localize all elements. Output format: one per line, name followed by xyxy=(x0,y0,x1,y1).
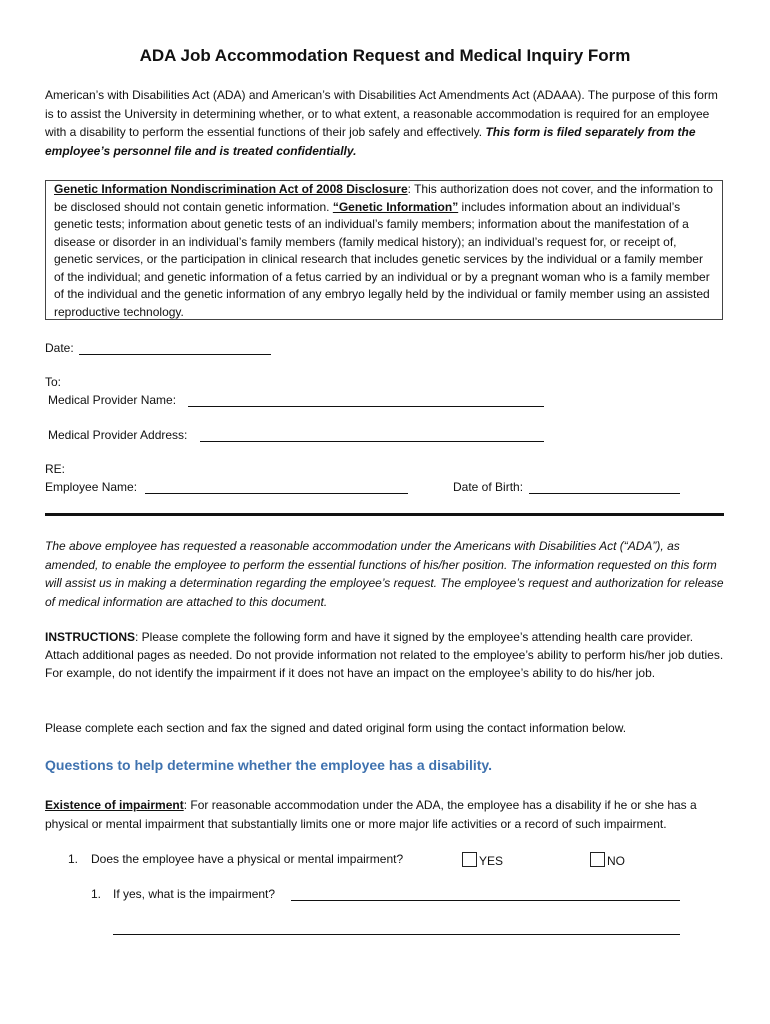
yes-option[interactable] xyxy=(462,852,503,868)
fax-note: Please complete each section and fax the signed and dated original form using the contact information below. xyxy=(45,721,627,735)
re-label: RE: xyxy=(45,462,66,476)
gina-heading: Genetic Information Nondiscrimination Act of 2008 Disclosure xyxy=(54,182,408,196)
employee-name-label: Employee Name: xyxy=(45,480,138,494)
page-title: ADA Job Accommodation Request and Medical Inquiry Form xyxy=(139,46,631,65)
employee-name-field[interactable] xyxy=(145,493,408,494)
intro-paragraph xyxy=(45,86,725,160)
instructions-paragraph xyxy=(45,628,725,682)
existence-text: : For reasonable accommodation under the ADA, the employee has a disability if he or she has a physical or mental impairment that substantially limits one or more major life activities or a record of such impairment. xyxy=(45,798,697,831)
gina-text-2: includes information about an individual’s genetic tests; information about genetic tests of an individual’s family members; information about the manifestation of a disease or disorder in an individual’s family members (family medical history); an individual’s request for, or receipt of, genetic services, or the participation in clinical research that includes genetic services by the individual or a family member of the individual; and genetic information of a fetus carried by an individual or by a pregnant woman who is a family member of the individual and the genetic information of any embryo legally held by the individual or family member using an assisted reproductive technology. xyxy=(54,199,710,319)
impairment-field-line-2[interactable] xyxy=(113,934,680,935)
instructions-label: INSTRUCTIONS xyxy=(45,630,135,644)
gina-disclosure-box xyxy=(45,180,723,320)
existence-label: Existence of impairment xyxy=(45,798,184,812)
intro-text: American’s with Disabilities Act (ADA) and American’s with Disabilities Act Amendments Act (ADAAA). The purpose of this form is to assist the University in determining whether, or to what extent, a reasonable accommodation is required for an employee with a disability to perform the essential functions of their job safely and effectively. xyxy=(45,88,718,139)
instructions-text: : Please complete the following form and have it signed by the employee’s attending health care provider. Attach additional pages as needed. Do not provide information not related to the employee’s ability to perform his/her job duties. For example, do not identify the impairment if it does not have an impact on the employee’s ability to do his/her job. xyxy=(45,630,724,680)
request-paragraph: The above employee has requested a reasonable accommodation under the Americans with Disabilities Act (“ADA”), as amended, to enable the employee to perform the essential functions of his/her position. The information requested on this form will assist us in making a determination regarding the employee’s request. The employee’s request and authorization for release of medical information are attached to this document. xyxy=(45,539,724,609)
existence-paragraph xyxy=(45,796,729,833)
genetic-information-term: “Genetic Information” xyxy=(332,199,459,214)
to-label: To: xyxy=(45,375,62,389)
provider-name-field[interactable] xyxy=(188,406,544,407)
section-divider xyxy=(45,513,724,516)
provider-name-label: Medical Provider Name: xyxy=(48,393,177,407)
gina-disclosure-text xyxy=(54,181,714,321)
section-heading: Questions to help determine whether the employee has a disability. xyxy=(45,757,493,773)
no-label: NO xyxy=(607,854,625,868)
yes-checkbox[interactable] xyxy=(462,852,477,867)
impairment-field[interactable] xyxy=(291,900,680,901)
no-checkbox[interactable] xyxy=(590,852,605,867)
dob-label: Date of Birth: xyxy=(453,480,524,494)
provider-address-label: Medical Provider Address: xyxy=(48,428,188,442)
question-1-text: Does the employee have a physical or mental impairment? xyxy=(91,852,404,866)
date-field[interactable] xyxy=(79,354,271,355)
question-1a-text: If yes, what is the impairment? xyxy=(113,887,276,901)
provider-address-field[interactable] xyxy=(200,441,544,442)
dob-field[interactable] xyxy=(529,493,680,494)
date-label: Date: xyxy=(45,341,74,355)
yes-label: YES xyxy=(479,854,504,868)
gina-text-1: : This authorization does not cover, and the information to be disclosed should not contain genetic information. xyxy=(54,182,713,214)
confidential-note: This form is filed separately from the employee’s personnel file and is treated confidentially. xyxy=(45,125,696,158)
no-option[interactable] xyxy=(590,852,625,868)
question-1-number: 1. xyxy=(68,852,79,866)
question-1a-number: 1. xyxy=(91,887,102,901)
